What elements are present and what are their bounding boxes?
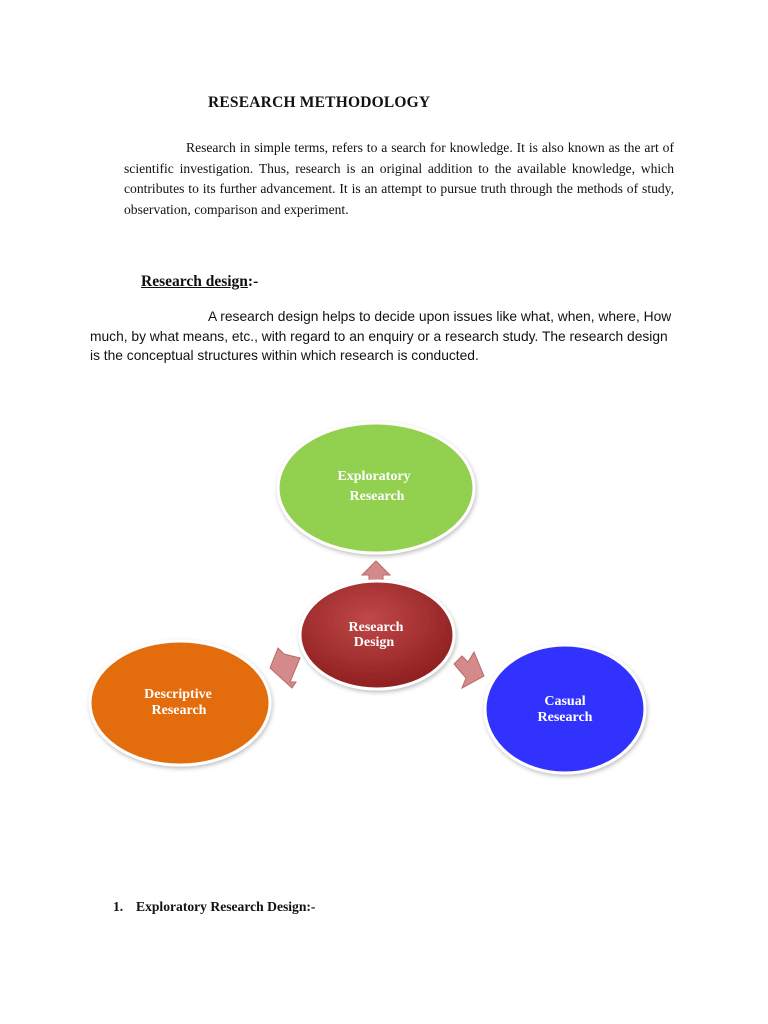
node-research-design-line1: Research <box>348 620 404 635</box>
arrow-right <box>454 652 484 688</box>
arrow-left-shape <box>270 648 300 688</box>
node-research-design <box>300 581 454 689</box>
arrow-up-shape <box>362 561 390 581</box>
intro-paragraph-text: Research in simple terms, refers to a search for knowledge. It is also known as the art of scientific investigation. Thus, research is an original addition to the available knowledge, which contributes to its further advancement. It is an attempt to pursue truth through the methods of study, observation, comparison and experiment. <box>124 140 674 218</box>
node-exploratory <box>278 423 474 553</box>
node-descriptive-line1: Descriptive <box>144 687 212 702</box>
node-casual-line1: Casual <box>544 694 586 709</box>
arrow-right-shape <box>454 652 484 688</box>
research-design-heading-suffix: :- <box>247 273 259 290</box>
node-casual-shape <box>485 645 645 773</box>
node-descriptive-line2: Research <box>151 703 207 718</box>
node-research-design-line2: Design <box>353 635 395 650</box>
page-title: RESEARCH METHODOLOGY <box>208 94 431 111</box>
list-item-exploratory <box>113 899 315 915</box>
arrow-left <box>270 648 300 688</box>
node-exploratory-line2: Research <box>349 489 405 504</box>
node-exploratory-line1: Exploratory <box>337 469 411 484</box>
research-design-diagram <box>0 400 768 800</box>
node-descriptive <box>90 641 270 765</box>
list-number: 1. <box>113 899 124 914</box>
list-item-text: Exploratory Research Design:- <box>136 899 316 914</box>
node-exploratory-shape <box>278 423 474 553</box>
research-design-heading-text: Research design <box>141 273 248 290</box>
node-casual-line2: Research <box>537 710 593 725</box>
arrow-up <box>362 561 390 581</box>
research-design-paragraph-text: A research design helps to decide upon issues like what, when, where, How much, by what means, etc., with regard to an enquiry or a research study. The research design is the conceptual structures within which research is conducted. <box>90 309 672 363</box>
research-design-heading <box>141 273 258 291</box>
research-design-paragraph <box>90 307 680 366</box>
intro-paragraph <box>124 138 674 221</box>
node-casual <box>485 645 645 773</box>
